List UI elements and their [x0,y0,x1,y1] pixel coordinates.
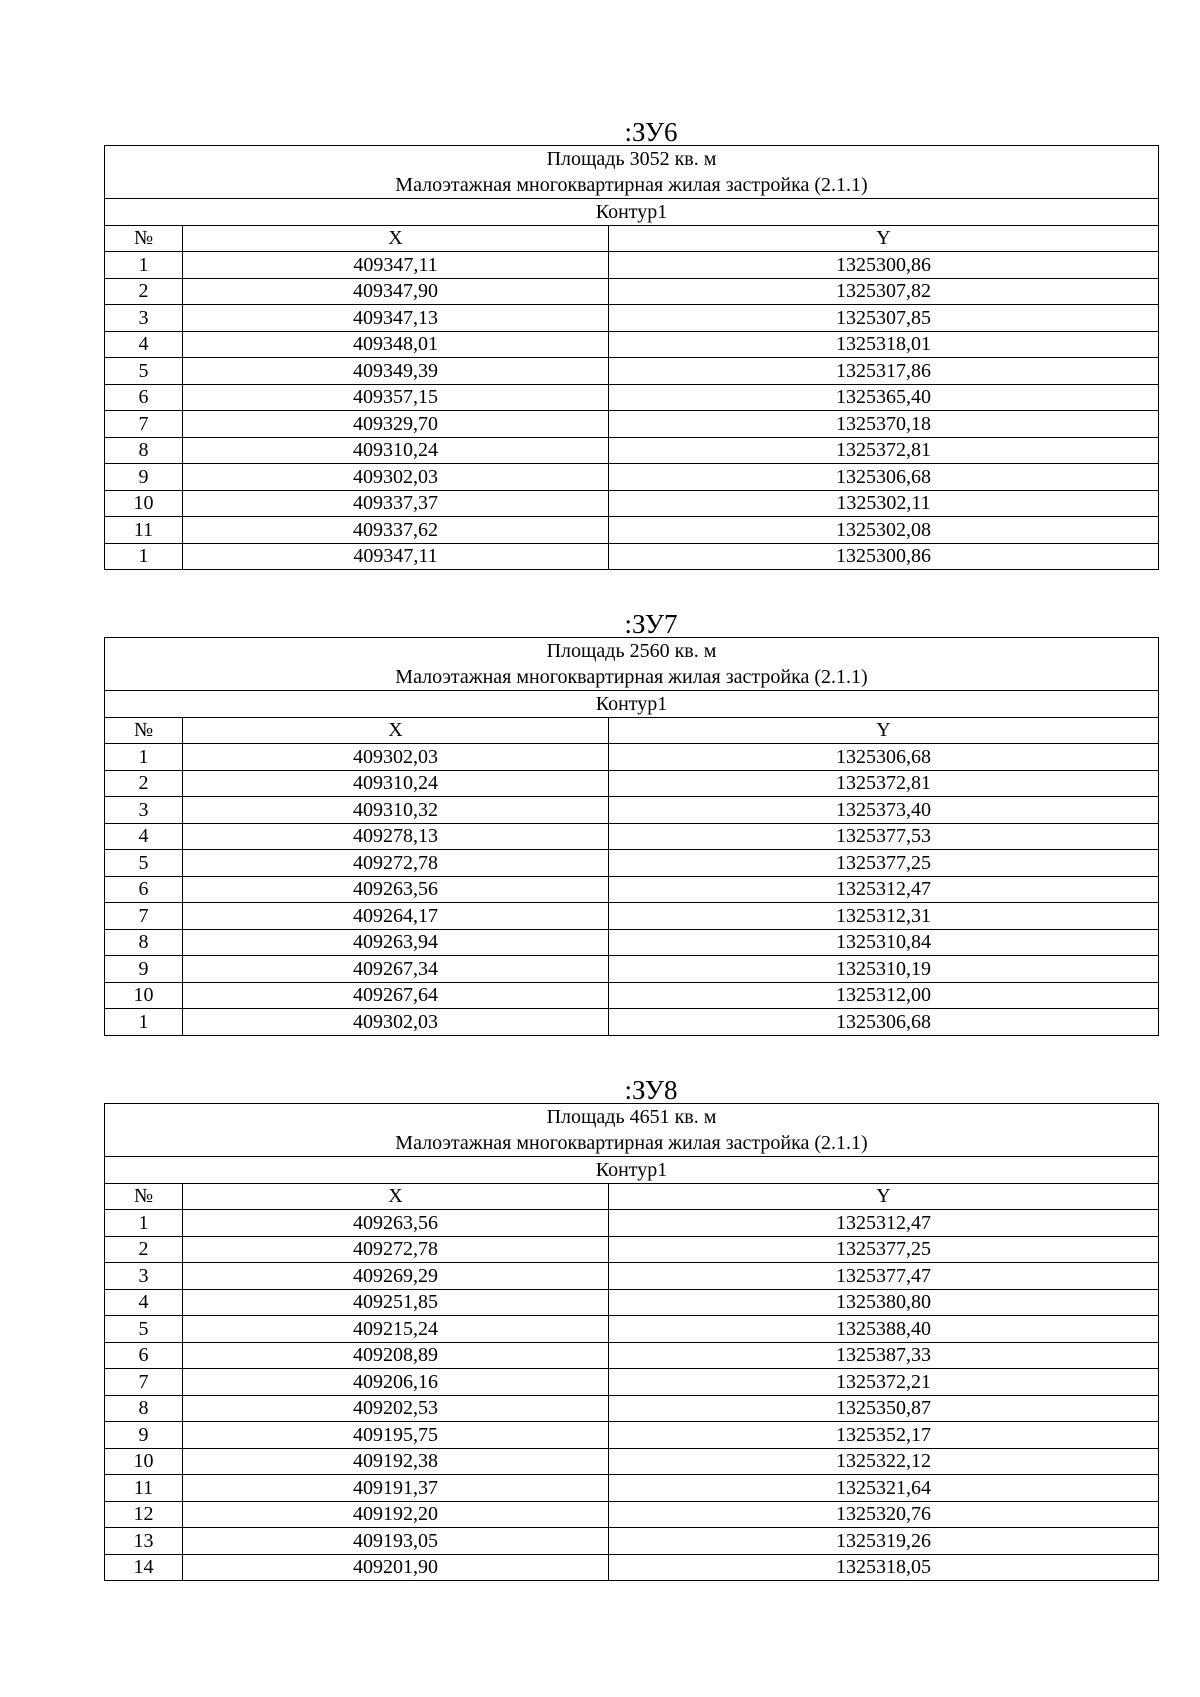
y-coordinate: 1325306,68 [609,464,1159,491]
contour-label: Контур1 [105,1157,1159,1184]
x-coordinate: 409206,16 [183,1369,609,1396]
table-row [105,305,1159,332]
point-number: 4 [105,1289,183,1316]
parcel-title: :ЗУ8 [624,1075,678,1105]
point-number: 1 [105,252,183,279]
y-coordinate: 1325322,12 [609,1448,1159,1475]
table-row [105,1289,1159,1316]
point-number: 6 [105,1342,183,1369]
point-number: 10 [105,982,183,1009]
point-number: 9 [105,464,183,491]
y-coordinate: 1325320,76 [609,1501,1159,1528]
point-number: 11 [105,517,183,544]
coordinates-table [104,637,1159,1036]
contour-row [105,1157,1159,1184]
table-row [105,1554,1159,1581]
table-row [105,411,1159,438]
parcel-block-zu7 [104,611,1158,1036]
y-coordinate: 1325388,40 [609,1316,1159,1343]
info-cell [105,146,1159,199]
table-row [105,1448,1159,1475]
area-label: Площадь 3052 кв. м [546,148,717,170]
y-coordinate: 1325377,25 [609,1236,1159,1263]
table-row [105,490,1159,517]
y-coordinate: 1325312,47 [609,1210,1159,1237]
point-number: 14 [105,1554,183,1581]
table-row [105,1528,1159,1555]
info-row [105,146,1159,199]
table-row [105,517,1159,544]
x-coordinate: 409310,24 [183,770,609,797]
point-number: 10 [105,490,183,517]
point-number: 5 [105,850,183,877]
y-coordinate: 1325318,05 [609,1554,1159,1581]
x-coordinate: 409310,24 [183,437,609,464]
x-coordinate: 409267,64 [183,982,609,1009]
x-coordinate: 409310,32 [183,797,609,824]
contour-row [105,199,1159,226]
x-coordinate: 409269,29 [183,1263,609,1290]
x-coordinate: 409337,62 [183,517,609,544]
info-cell [105,1104,1159,1157]
point-number: 1 [105,1009,183,1036]
point-number: 11 [105,1475,183,1502]
table-row [105,982,1159,1009]
table-row [105,1316,1159,1343]
table-row [105,850,1159,877]
y-coordinate: 1325319,26 [609,1528,1159,1555]
table-row [105,1475,1159,1502]
point-number: 3 [105,305,183,332]
y-coordinate: 1325365,40 [609,384,1159,411]
header-row [105,1183,1159,1210]
y-coordinate: 1325307,85 [609,305,1159,332]
area-label: Площадь 2560 кв. м [546,640,717,662]
table-row [105,1263,1159,1290]
y-coordinate: 1325372,21 [609,1369,1159,1396]
x-coordinate: 409329,70 [183,411,609,438]
x-coordinate: 409337,37 [183,490,609,517]
x-coordinate: 409347,11 [183,252,609,279]
info-row [105,638,1159,691]
table-row [105,1369,1159,1396]
header-y: Y [609,225,1159,252]
header-y: Y [609,1183,1159,1210]
x-coordinate: 409267,34 [183,956,609,983]
contour-label: Контур1 [105,199,1159,226]
point-number: 2 [105,1236,183,1263]
x-coordinate: 409272,78 [183,1236,609,1263]
point-number: 5 [105,358,183,385]
header-x: X [183,717,609,744]
table-row [105,1210,1159,1237]
table-row [105,956,1159,983]
y-coordinate: 1325370,18 [609,411,1159,438]
x-coordinate: 409263,94 [183,929,609,956]
table-row [105,278,1159,305]
parcel-title: :ЗУ7 [624,609,678,639]
table-row [105,770,1159,797]
point-number: 1 [105,543,183,570]
table-row [105,903,1159,930]
x-coordinate: 409347,13 [183,305,609,332]
y-coordinate: 1325350,87 [609,1395,1159,1422]
header-num: № [105,225,183,252]
y-coordinate: 1325312,00 [609,982,1159,1009]
point-number: 6 [105,876,183,903]
point-number: 5 [105,1316,183,1343]
table-row [105,1236,1159,1263]
x-coordinate: 409208,89 [183,1342,609,1369]
point-number: 13 [105,1528,183,1555]
land-use-label: Малоэтажная многоквартирная жилая застройка (2.1.1) [395,666,868,688]
y-coordinate: 1325312,31 [609,903,1159,930]
x-coordinate: 409191,37 [183,1475,609,1502]
x-coordinate: 409302,03 [183,744,609,771]
header-row [105,717,1159,744]
point-number: 4 [105,331,183,358]
y-coordinate: 1325387,33 [609,1342,1159,1369]
table-row [105,358,1159,385]
point-number: 6 [105,384,183,411]
land-use-label: Малоэтажная многоквартирная жилая застройка (2.1.1) [395,1132,868,1154]
point-number: 9 [105,956,183,983]
point-number: 1 [105,1210,183,1237]
x-coordinate: 409278,13 [183,823,609,850]
header-x: X [183,1183,609,1210]
point-number: 8 [105,1395,183,1422]
y-coordinate: 1325306,68 [609,744,1159,771]
x-coordinate: 409251,85 [183,1289,609,1316]
y-coordinate: 1325318,01 [609,331,1159,358]
x-coordinate: 409347,90 [183,278,609,305]
y-coordinate: 1325302,11 [609,490,1159,517]
y-coordinate: 1325352,17 [609,1422,1159,1449]
y-coordinate: 1325380,80 [609,1289,1159,1316]
point-number: 9 [105,1422,183,1449]
header-row [105,225,1159,252]
y-coordinate: 1325377,53 [609,823,1159,850]
table-row [105,1009,1159,1036]
x-coordinate: 409357,15 [183,384,609,411]
parcel-block-zu8 [104,1077,1158,1581]
point-number: 10 [105,1448,183,1475]
parcel-title: :ЗУ6 [624,117,678,147]
x-coordinate: 409347,11 [183,543,609,570]
header-num: № [105,1183,183,1210]
y-coordinate: 1325321,64 [609,1475,1159,1502]
x-coordinate: 409349,39 [183,358,609,385]
y-coordinate: 1325302,08 [609,517,1159,544]
point-number: 1 [105,744,183,771]
x-coordinate: 409272,78 [183,850,609,877]
table-row [105,1501,1159,1528]
point-number: 8 [105,437,183,464]
contour-label: Контур1 [105,691,1159,718]
y-coordinate: 1325312,47 [609,876,1159,903]
y-coordinate: 1325373,40 [609,797,1159,824]
table-row [105,797,1159,824]
point-number: 3 [105,1263,183,1290]
header-num: № [105,717,183,744]
x-coordinate: 409195,75 [183,1422,609,1449]
y-coordinate: 1325377,25 [609,850,1159,877]
x-coordinate: 409201,90 [183,1554,609,1581]
y-coordinate: 1325317,86 [609,358,1159,385]
y-coordinate: 1325372,81 [609,770,1159,797]
x-coordinate: 409302,03 [183,1009,609,1036]
y-coordinate: 1325300,86 [609,543,1159,570]
table-row [105,1422,1159,1449]
table-row [105,744,1159,771]
x-coordinate: 409193,05 [183,1528,609,1555]
parcel-block-zu6 [104,119,1158,570]
y-coordinate: 1325300,86 [609,252,1159,279]
info-row [105,1104,1159,1157]
table-row [105,543,1159,570]
point-number: 7 [105,903,183,930]
area-label: Площадь 4651 кв. м [546,1106,717,1128]
x-coordinate: 409264,17 [183,903,609,930]
table-row [105,384,1159,411]
table-row [105,252,1159,279]
point-number: 7 [105,1369,183,1396]
table-row [105,464,1159,491]
y-coordinate: 1325377,47 [609,1263,1159,1290]
y-coordinate: 1325372,81 [609,437,1159,464]
x-coordinate: 409215,24 [183,1316,609,1343]
coordinates-table [104,1103,1159,1581]
contour-row [105,691,1159,718]
x-coordinate: 409202,53 [183,1395,609,1422]
y-coordinate: 1325310,19 [609,956,1159,983]
x-coordinate: 409348,01 [183,331,609,358]
x-coordinate: 409192,38 [183,1448,609,1475]
table-row [105,331,1159,358]
y-coordinate: 1325310,84 [609,929,1159,956]
point-number: 12 [105,1501,183,1528]
x-coordinate: 409192,20 [183,1501,609,1528]
table-row [105,1342,1159,1369]
y-coordinate: 1325307,82 [609,278,1159,305]
point-number: 7 [105,411,183,438]
header-x: X [183,225,609,252]
table-row [105,823,1159,850]
y-coordinate: 1325306,68 [609,1009,1159,1036]
point-number: 8 [105,929,183,956]
x-coordinate: 409302,03 [183,464,609,491]
table-row [105,929,1159,956]
point-number: 4 [105,823,183,850]
point-number: 3 [105,797,183,824]
land-use-label: Малоэтажная многоквартирная жилая застройка (2.1.1) [395,174,868,196]
table-row [105,1395,1159,1422]
table-row [105,876,1159,903]
info-cell [105,638,1159,691]
point-number: 2 [105,278,183,305]
table-row [105,437,1159,464]
x-coordinate: 409263,56 [183,1210,609,1237]
header-y: Y [609,717,1159,744]
point-number: 2 [105,770,183,797]
x-coordinate: 409263,56 [183,876,609,903]
coordinates-table [104,145,1159,570]
